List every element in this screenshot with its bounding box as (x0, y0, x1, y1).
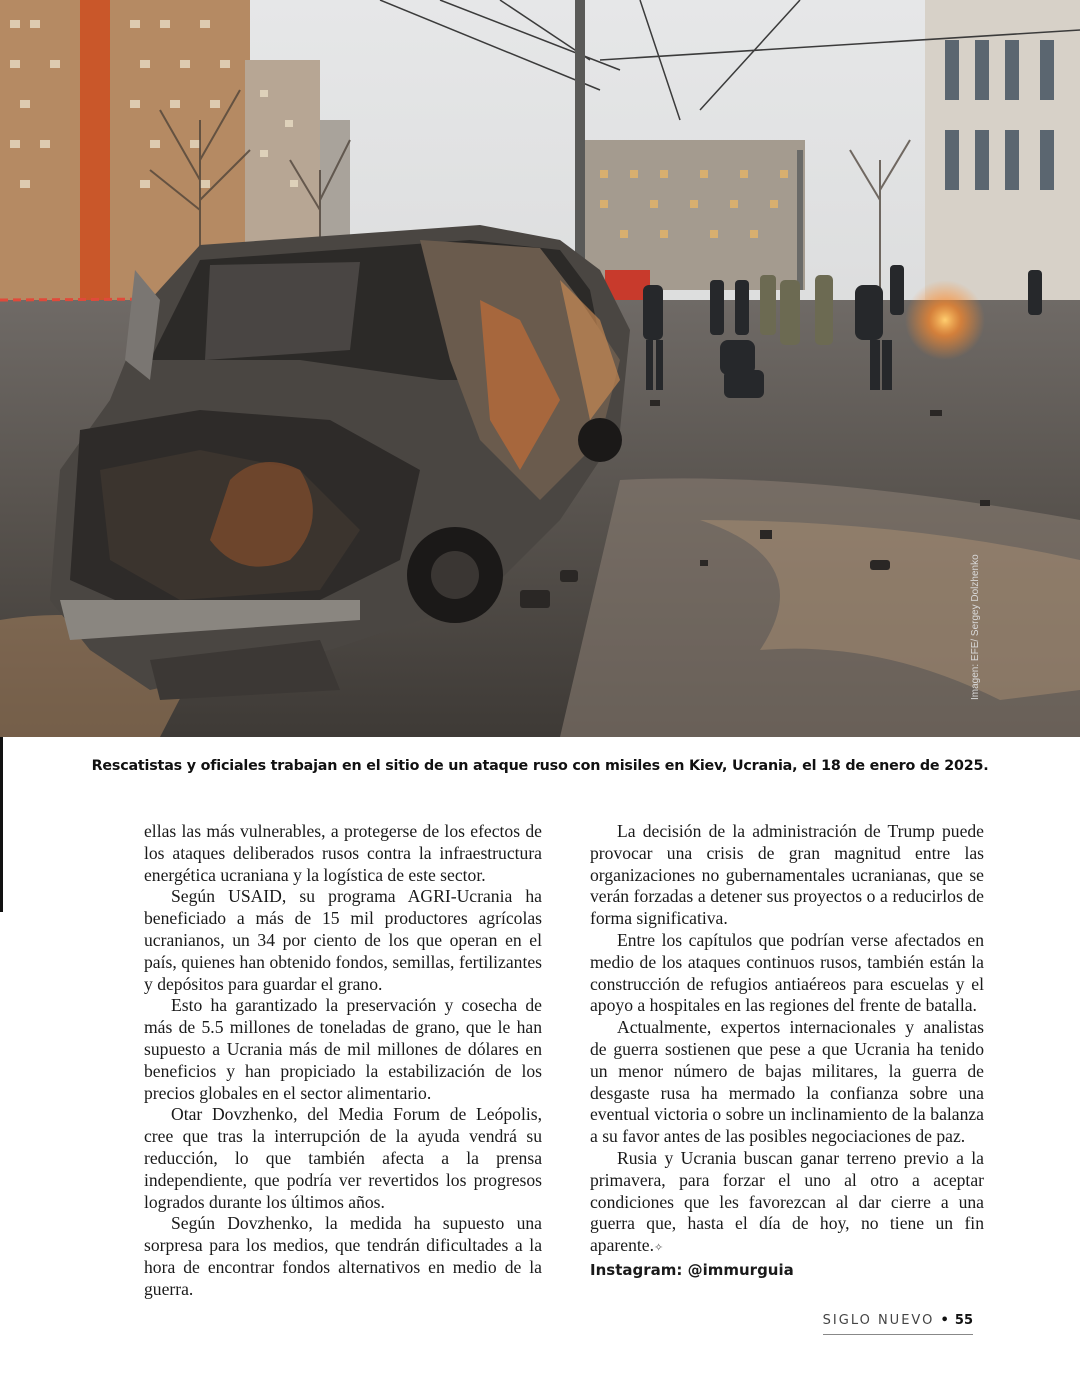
publication-name: SIGLO NUEVO (822, 1313, 935, 1328)
article-column-left (144, 821, 542, 1301)
folio-separator: • (940, 1313, 949, 1328)
article-column-right (590, 821, 984, 1282)
paragraph: ellas las más vulnerables, a protegerse de los efectos de los ataques deliberados rusos contra la infraestructura energética ucraniana y la logística de este sector. (144, 821, 542, 885)
page-folio (823, 1313, 973, 1335)
page-number: 55 (954, 1313, 973, 1328)
author-instagram-handle[interactable]: Instagram: @immurguia (590, 1260, 794, 1279)
photo-credit: Imagen: EFE/ Sergey Dolzhenko (970, 554, 981, 700)
paragraph: La decisión de la administración de Trump puede provocar una crisis de gran magnitud entre las organizaciones no gubernamentales ucranianas, que se verán forzadas a detener sus proyectos o a reducirlos de forma significativa. (590, 821, 984, 929)
end-mark-icon: ✧ (653, 1242, 664, 1255)
paragraph: Según USAID, su programa AGRI-Ucrania ha beneficiado a más de 15 mil productores agrícolas ucranianos, un 34 por ciento de los que operan en el país, quienes han obtenido fondos, semillas, fertilizantes y depósitos para guardar el grano. (144, 886, 542, 994)
paragraph-final (590, 1148, 984, 1260)
paragraph: Actualmente, expertos internacionales y analistas de guerra sostienen que pese a que Ucrania ha tenido un menor número de bajas militares, la guerra de desgaste rusa ha mermado la confianza sobre una eventual victoria o sobre un inclinamiento de la balanza a su favor antes de las posibles negociaciones de paz. (590, 1017, 984, 1147)
paragraph: Según Dovzhenko, la medida ha supuesto una sorpresa para los medios, que tendrán dificultades a la hora de encontrar fondos alternativos en medio de la guerra. (144, 1213, 542, 1299)
paragraph-text: Rusia y Ucrania buscan ganar terreno previo a la primavera, para forzar el uno al otro a aceptar condiciones que les favorezcan al dar cierre a una guerra que, hasta el día de hoy, no tiene un fin aparente. (590, 1147, 984, 1256)
paragraph: Entre los capítulos que podrían verse afectados en medio de los ataques continuos rusos, también están la construcción de refugios antiaéreos para escuelas y el apoyo a hospitales en las regiones del frente de batalla. (590, 929, 984, 1016)
paragraph: Otar Dovzhenko, del Media Forum de Leópolis, cree que tras la interrupción de la ayuda vendrá su reducción, lo que también afecta a la prensa independiente, que podría ver revertidos los progresos logrados durante los últimos años. (144, 1104, 542, 1212)
paragraph: Esto ha garantizado la preservación y cosecha de más de 5.5 millones de toneladas de grano, que le han supuesto a Ucrania más de mil millones de dólares en beneficios y han propiciado la estabilización de los precios globales en el sector alimentario. (144, 995, 542, 1103)
photo-caption: Rescatistas y oficiales trabajan en el sitio de un ataque ruso con misiles en Kiev, Ucrania, el 18 de enero de 2025. (91, 758, 989, 774)
